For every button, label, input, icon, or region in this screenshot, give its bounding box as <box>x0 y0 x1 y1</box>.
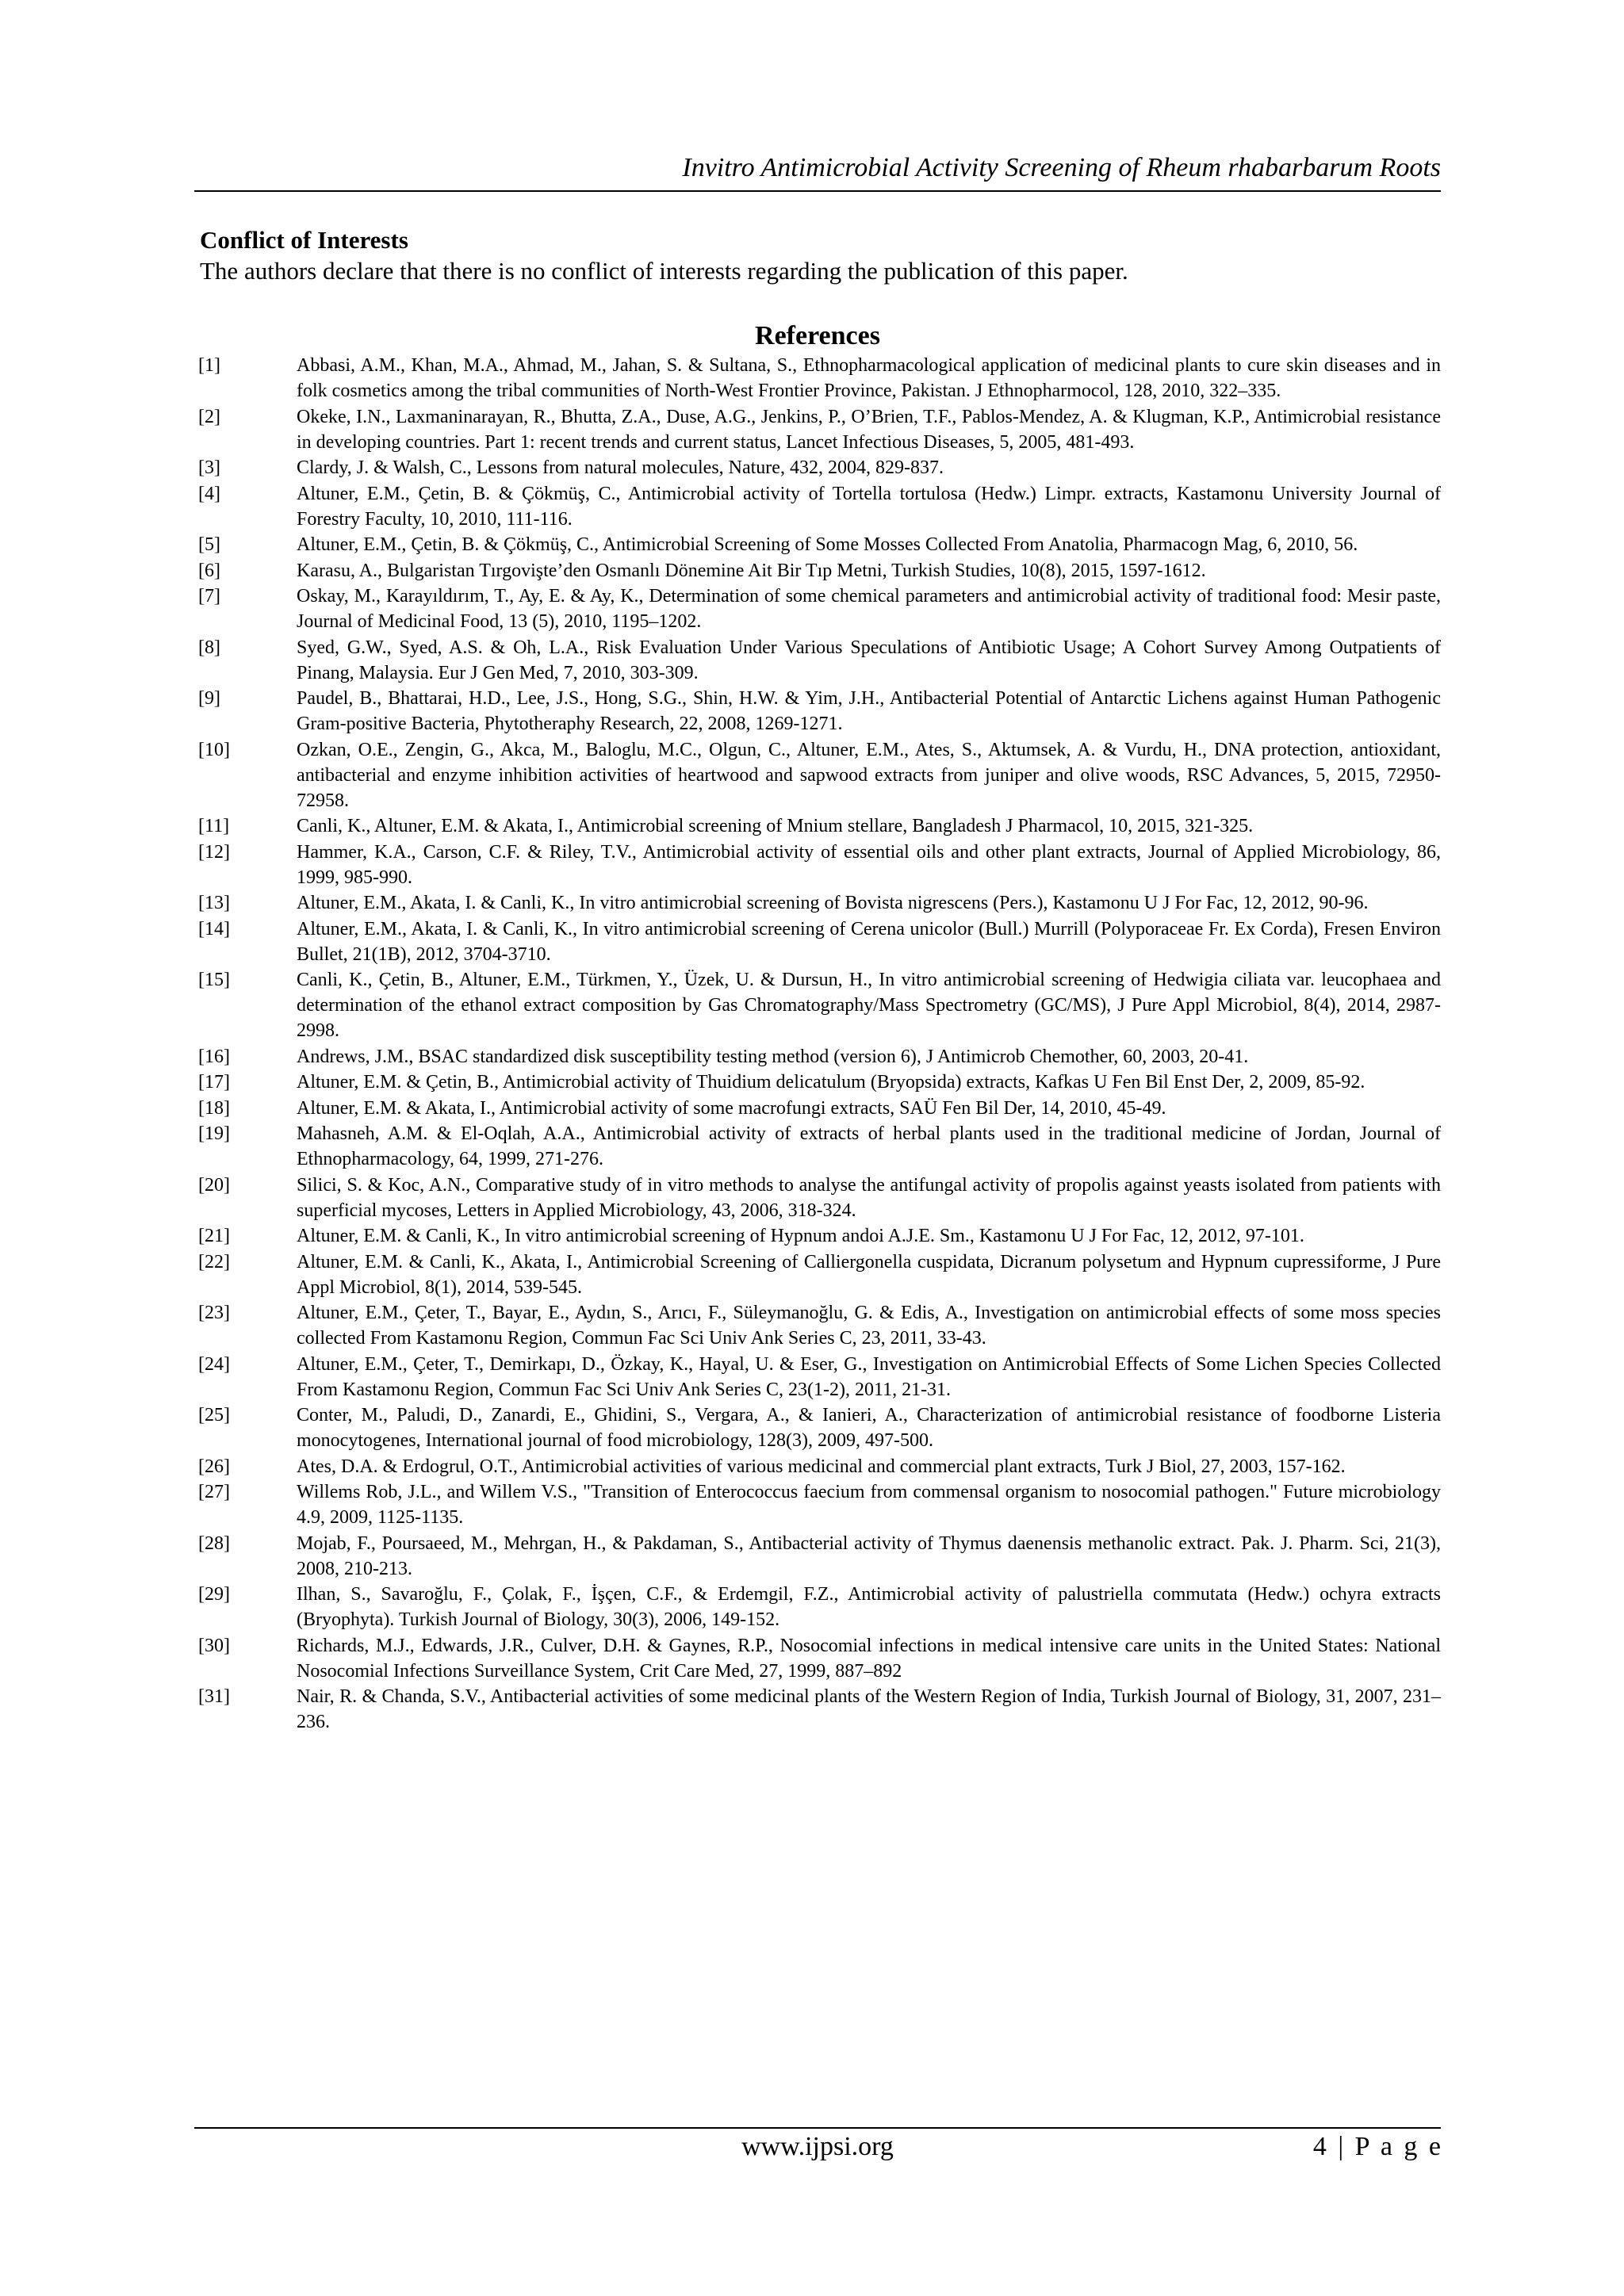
reference-number: [31] <box>198 1686 230 1707</box>
reference-text: Syed, G.W., Syed, A.S. & Oh, L.A., Risk Evaluation Under Various Speculations of Antibiotic Usage; A Cohort Survey Among Outpatients of Pinang, Malaysia. Eur J Gen Med, 7, 2010, 303-309. <box>297 637 1441 683</box>
reference-item <box>198 1223 1441 1249</box>
reference-text: Silici, S. & Koc, A.N., Comparative study of in vitro methods to analyse the antifungal activity of propolis against yeasts isolated from patients with superficial mycoses, Letters in Applied Microbiology, 43, 2006, 318-324. <box>297 1174 1441 1221</box>
reference-number: [12] <box>198 841 230 863</box>
reference-text: Canli, K., Çetin, B., Altuner, E.M., Türkmen, Y., Üzek, U. & Dursun, H., In vitro antimicrobial screening of Hedwigia ciliata var. leucophaea and determination of the ethanol extract composition by Gas Chromatography/Mass Spectrometry (GC/MS), J Pure Appl Microbiol, 8(4), 2014, 2987-2998. <box>297 970 1441 1041</box>
reference-item <box>198 455 1441 480</box>
reference-text: Altuner, E.M., Çeter, T., Demirkapı, D., Özkay, K., Hayal, U. & Eser, G., Investigation on Antimicrobial Effects of Some Lichen Species Collected From Kastamonu Region, Commun Fac Sci Univ Ank Series C, 23(1-2), 2011, 21-31. <box>297 1353 1441 1400</box>
reference-item <box>198 1633 1441 1684</box>
reference-item <box>198 481 1441 532</box>
reference-text: Altuner, E.M., Akata, I. & Canli, K., In vitro antimicrobial screening of Bovista nigrescens (Pers.), Kastamonu U J For Fac, 12, 2012, 90-96. <box>297 893 1369 913</box>
reference-number: [2] <box>198 406 220 427</box>
reference-text: Paudel, B., Bhattarai, H.D., Lee, J.S., Hong, S.G., Shin, H.W. & Yim, J.H., Antibacterial Potential of Antarctic Lichens against Human Pathogenic Gram-positive Bacteria, Phytotheraphy Research, 22, 2008, 1269-1271. <box>297 688 1441 734</box>
reference-number: [1] <box>198 355 220 376</box>
reference-item <box>198 1121 1441 1172</box>
reference-number: [21] <box>198 1226 230 1246</box>
reference-item <box>198 840 1441 890</box>
reference-item <box>198 1454 1441 1479</box>
reference-number: [15] <box>198 970 230 990</box>
reference-item <box>198 1531 1441 1582</box>
footer-divider <box>194 2127 1441 2129</box>
reference-number: [22] <box>198 1251 230 1272</box>
reference-number: [11] <box>198 816 230 836</box>
reference-text: Mahasneh, A.M. & El-Oqlah, A.A., Antimicrobial activity of extracts of herbal plants used in the traditional medicine of Jordan, Journal of Ethnopharmacology, 64, 1999, 271-276. <box>297 1123 1441 1169</box>
reference-text: Nair, R. & Chanda, S.V., Antibacterial activities of some medicinal plants of the Western Region of India, Turkish Journal of Biology, 31, 2007, 231–236. <box>297 1686 1441 1732</box>
reference-text: Ates, D.A. & Erdogrul, O.T., Antimicrobial activities of various medicinal and commercial plant extracts, Turk J Biol, 27, 2003, 157-162. <box>297 1456 1346 1477</box>
reference-text: Karasu, A., Bulgaristan Tırgovişte’den Osmanlı Dönemine Ait Bir Tıp Metni, Turkish Studies, 10(8), 2015, 1597-1612. <box>297 560 1206 581</box>
reference-text: Altuner, E.M., Çetin, B. & Çökmüş, C., Antimicrobial Screening of Some Mosses Collected From Anatolia, Pharmacogn Mag, 6, 2010, 56. <box>297 534 1358 555</box>
reference-number: [8] <box>198 637 220 658</box>
reference-number: [25] <box>198 1405 230 1425</box>
reference-number: [17] <box>198 1072 230 1093</box>
reference-item <box>198 737 1441 813</box>
references-heading: References <box>755 321 880 350</box>
reference-text: Oskay, M., Karayıldırım, T., Ay, E. & Ay, K., Determination of some chemical parameters and antimicrobial activity of traditional food: Mesir paste, Journal of Medicinal Food, 13 (5), 2010, 1195–1202. <box>297 586 1441 632</box>
reference-text: Abbasi, A.M., Khan, M.A., Ahmad, M., Jahan, S. & Sultana, S., Ethnopharmacological application of medicinal plants to cure skin diseases and in folk cosmetics among the tribal communities of North-West Frontier Province, Pakistan. J Ethnopharmocol, 128, 2010, 322–335. <box>297 355 1441 401</box>
reference-number: [30] <box>198 1635 230 1656</box>
reference-item <box>198 532 1441 557</box>
reference-item <box>198 584 1441 634</box>
reference-text: Ozkan, O.E., Zengin, G., Akca, M., Baloglu, M.C., Olgun, C., Altuner, E.M., Ates, S., Aktumsek, A. & Vurdu, H., DNA protection, antioxidant, antibacterial and enzyme inhibition activities of heartwood and sapwood extracts from juniper and olive woods, RSC Advances, 5, 2015, 72950-72958. <box>297 739 1441 811</box>
reference-list <box>198 353 1441 1735</box>
reference-text: Ilhan, S., Savaroğlu, F., Çolak, F., İşçen, C.F., & Erdemgil, F.Z., Antimicrobial activity of palustriella commutata (Hedw.) ochyra extracts (Bryophyta). Turkish Journal of Biology, 30(3), 2006, 149-152. <box>297 1584 1441 1630</box>
reference-text: Clardy, J. & Walsh, C., Lessons from natural molecules, Nature, 432, 2004, 829-837. <box>297 457 944 478</box>
conflict-of-interests-heading: Conflict of Interests <box>200 226 408 254</box>
reference-number: [27] <box>198 1482 230 1502</box>
reference-text: Altuner, E.M. & Çetin, B., Antimicrobial activity of Thuidium delicatulum (Bryopsida) extracts, Kafkas U Fen Bil Enst Der, 2, 2009, 85-92. <box>297 1072 1365 1093</box>
reference-number: [14] <box>198 918 230 939</box>
reference-item <box>198 1582 1441 1632</box>
reference-text: Canli, K., Altuner, E.M. & Akata, I., Antimicrobial screening of Mnium stellare, Bangladesh J Pharmacol, 10, 2015, 321-325. <box>297 816 1254 836</box>
reference-text: Altuner, E.M., Çeter, T., Bayar, E., Aydın, S., Arıcı, F., Süleymanoğlu, G. & Edis, A., Investigation on antimicrobial effects of some moss species collected From Kastamonu Region, Commun Fac Sci Univ Ank Series C, 23, 2011, 33-43. <box>297 1303 1441 1349</box>
reference-item <box>198 558 1441 584</box>
reference-number: [4] <box>198 483 220 504</box>
conflict-of-interests-text: The authors declare that there is no conflict of interests regarding the publication of this paper. <box>200 257 1128 285</box>
reference-item <box>198 1479 1441 1530</box>
reference-item <box>198 1044 1441 1070</box>
reference-text: Hammer, K.A., Carson, C.F. & Riley, T.V., Antimicrobial activity of essential oils and other plant extracts, Journal of Applied Microbiology, 86, 1999, 985-990. <box>297 841 1441 888</box>
reference-text: Altuner, E.M., Çetin, B. & Çökmüş, C., Antimicrobial activity of Tortella tortulosa (Hedw.) Limpr. extracts, Kastamonu University Journal of Forestry Faculty, 10, 2010, 111-116. <box>297 483 1441 530</box>
reference-number: [19] <box>198 1123 230 1144</box>
reference-text: Altuner, E.M., Akata, I. & Canli, K., In vitro antimicrobial screening of Cerena unicolor (Bull.) Murrill (Polyporaceae Fr. Ex Corda), Fresen Environ Bullet, 21(1B), 2012, 3704-3710. <box>297 918 1441 965</box>
footer-website: www.ijpsi.org <box>741 2132 894 2161</box>
reference-number: [28] <box>198 1533 230 1554</box>
reference-number: [6] <box>198 560 220 581</box>
reference-item <box>198 1173 1441 1223</box>
reference-item <box>198 1096 1441 1121</box>
reference-number: [20] <box>198 1174 230 1196</box>
reference-number: [18] <box>198 1097 230 1119</box>
reference-item <box>198 813 1441 839</box>
reference-item <box>198 353 1441 404</box>
running-header: Invitro Antimicrobial Activity Screening of Rheum rhabarbarum Roots <box>682 153 1441 182</box>
reference-text: Andrews, J.M., BSAC standardized disk susceptibility testing method (version 6), J Antimicrob Chemother, 60, 2003, 20-41. <box>297 1046 1249 1067</box>
reference-number: [3] <box>198 457 220 478</box>
reference-text: Conter, M., Paludi, D., Zanardi, E., Ghidini, S., Vergara, A., & Ianieri, A., Characterization of antimicrobial resistance of foodborne Listeria monocytogenes, International journal of food microbiology, 128(3), 2009, 497-500. <box>297 1405 1441 1451</box>
reference-item <box>198 686 1441 737</box>
reference-item <box>198 1352 1441 1402</box>
reference-number: [13] <box>198 893 230 913</box>
reference-text: Altuner, E.M. & Akata, I., Antimicrobial activity of some macrofungi extracts, SAÜ Fen Bil Der, 14, 2010, 45-49. <box>297 1097 1166 1119</box>
reference-number: [10] <box>198 739 230 760</box>
reference-item <box>198 404 1441 455</box>
reference-number: [5] <box>198 534 220 555</box>
reference-item <box>198 916 1441 967</box>
reference-item <box>198 1070 1441 1095</box>
reference-text: Altuner, E.M. & Canli, K., Akata, I., Antimicrobial Screening of Calliergonella cuspidata, Dicranum polysetum and Hypnum cupressiforme, J Pure Appl Microbiol, 8(1), 2014, 539-545. <box>297 1251 1441 1298</box>
footer-page-number: 4 | P a g e <box>1312 2132 1443 2161</box>
header-divider <box>194 190 1441 192</box>
reference-text: Altuner, E.M. & Canli, K., In vitro antimicrobial screening of Hypnum andoi A.J.E. Sm., Kastamonu U J For Fac, 12, 2012, 97-101. <box>297 1226 1304 1246</box>
reference-item <box>198 890 1441 916</box>
reference-number: [24] <box>198 1353 230 1375</box>
reference-text: Okeke, I.N., Laxmaninarayan, R., Bhutta, Z.A., Duse, A.G., Jenkins, P., O’Brien, T.F., Pablos-Mendez, A. & Klugman, K.P., Antimicrobial resistance in developing countries. Part 1: recent trends and current status, Lancet Infectious Diseases, 5, 2005, 481-493. <box>297 406 1441 453</box>
reference-item <box>198 1249 1441 1300</box>
reference-number: [23] <box>198 1303 230 1323</box>
reference-text: Richards, M.J., Edwards, J.R., Culver, D.H. & Gaynes, R.P., Nosocomial infections in medical intensive care units in the United States: National Nosocomial Infections Surveillance System, Crit Care Med, 27, 1999, 887–892 <box>297 1635 1441 1682</box>
reference-item <box>198 635 1441 686</box>
reference-number: [29] <box>198 1584 230 1605</box>
reference-item <box>198 1402 1441 1453</box>
reference-number: [16] <box>198 1046 230 1067</box>
reference-number: [26] <box>198 1456 230 1477</box>
reference-text: Mojab, F., Poursaeed, M., Mehrgan, H., & Pakdaman, S., Antibacterial activity of Thymus daenensis methanolic extract. Pak. J. Pharm. Sci, 21(3), 2008, 210-213. <box>297 1533 1441 1579</box>
reference-text: Willems Rob, J.L., and Willem V.S., "Transition of Enterococcus faecium from commensal organism to nosocomial pathogen." Future microbiology 4.9, 2009, 1125-1135. <box>297 1482 1441 1528</box>
reference-item <box>198 1300 1441 1351</box>
reference-item <box>198 1684 1441 1735</box>
reference-number: [9] <box>198 688 220 709</box>
reference-number: [7] <box>198 586 220 607</box>
reference-item <box>198 967 1441 1043</box>
